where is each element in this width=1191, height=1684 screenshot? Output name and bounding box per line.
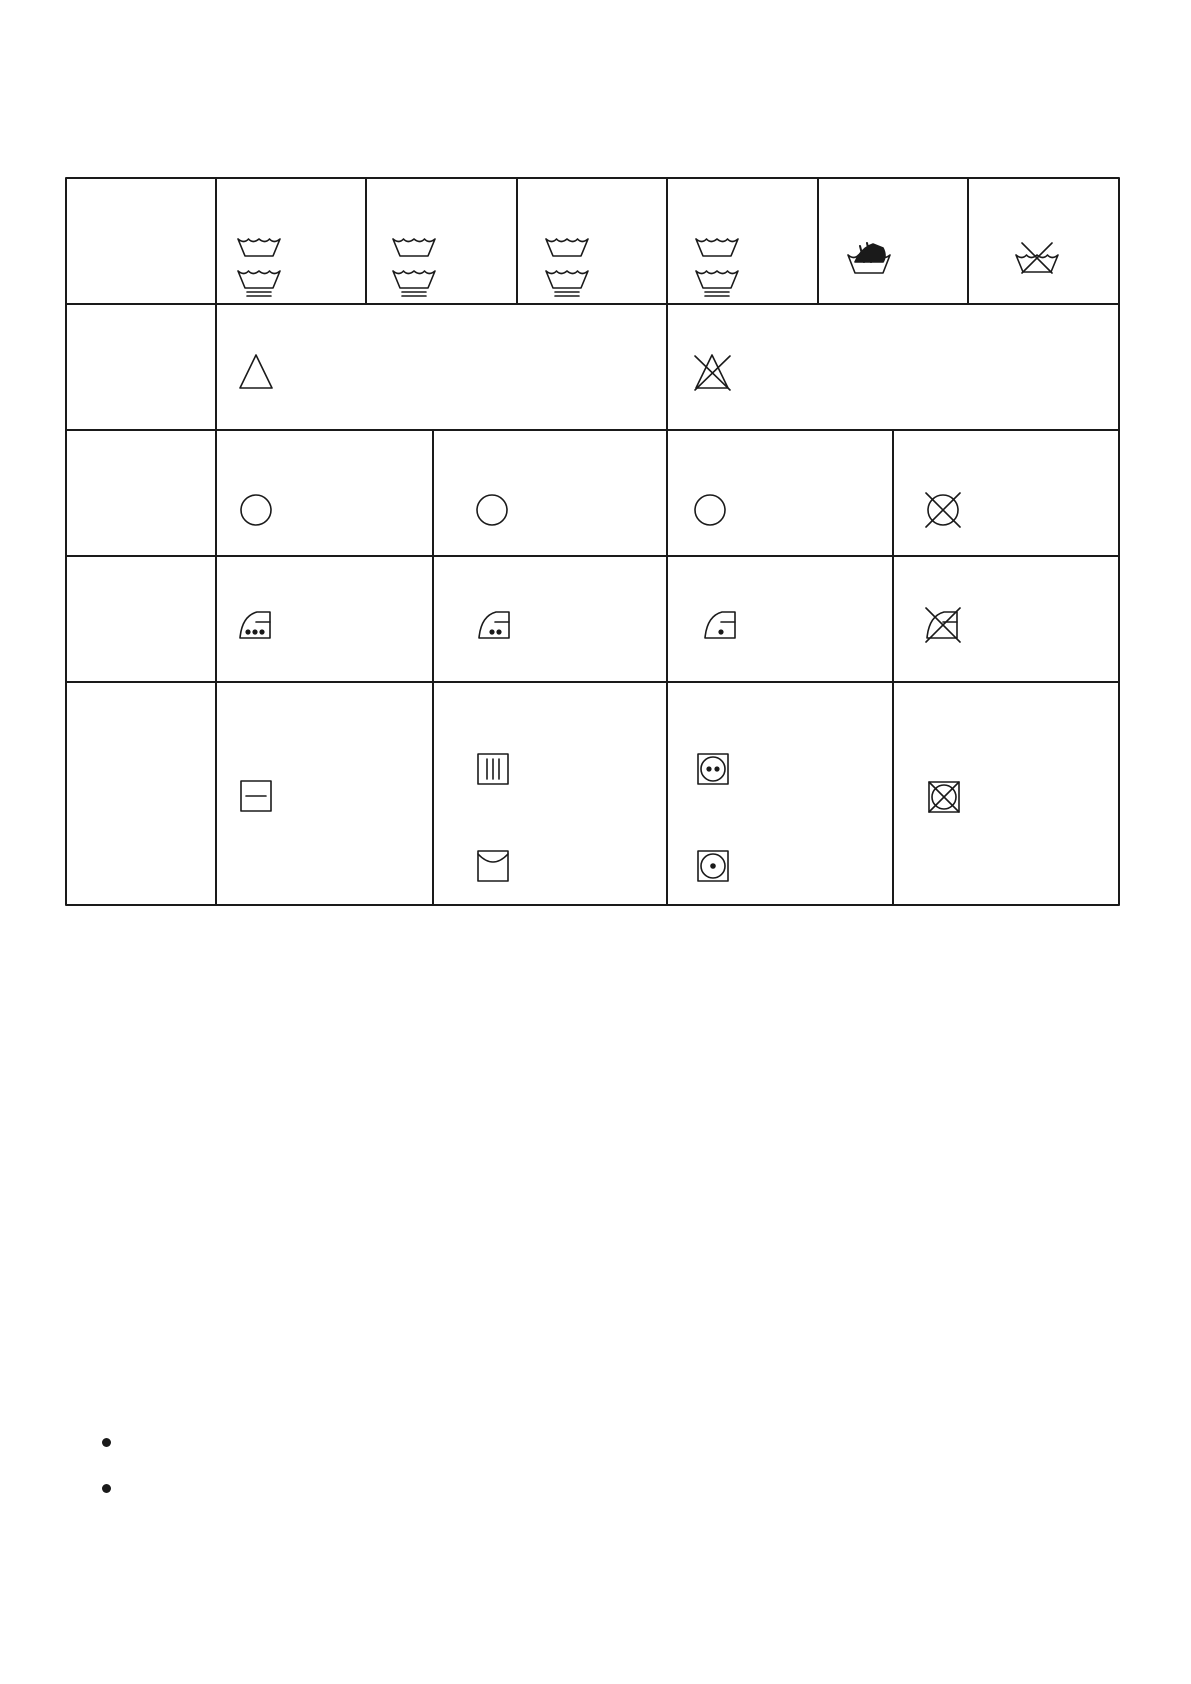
wash-tub-icon — [696, 239, 738, 296]
table-grid — [66, 178, 1119, 905]
dry-flat-icon — [241, 781, 271, 811]
do-not-bleach-icon — [695, 355, 730, 390]
do-not-iron-icon — [926, 608, 960, 642]
bullet-point — [102, 1438, 111, 1447]
tumble-dry-two-dots-icon — [698, 754, 728, 784]
iron-one-dot-icon — [705, 612, 735, 638]
hand-wash-icon — [848, 243, 890, 273]
dry-clean-circle-icon — [241, 495, 271, 525]
line-dry-icon — [478, 851, 508, 881]
bullet-point — [102, 1484, 111, 1493]
do-not-tumble-dry-icon — [929, 782, 959, 812]
wash-tub-icon — [238, 239, 280, 296]
do-not-dry-clean-icon — [926, 493, 960, 527]
tumble-dry-one-dot-icon — [698, 851, 728, 881]
bleach-triangle-icon — [240, 355, 272, 388]
wash-tub-icon — [546, 239, 588, 296]
do-not-wash-icon — [1016, 243, 1058, 273]
iron-three-dots-icon — [240, 612, 270, 638]
wash-tub-icon — [393, 239, 435, 296]
dry-clean-circle-icon — [477, 495, 507, 525]
iron-two-dots-icon — [479, 612, 509, 638]
dry-clean-circle-icon — [695, 495, 725, 525]
drip-dry-icon — [478, 754, 508, 784]
